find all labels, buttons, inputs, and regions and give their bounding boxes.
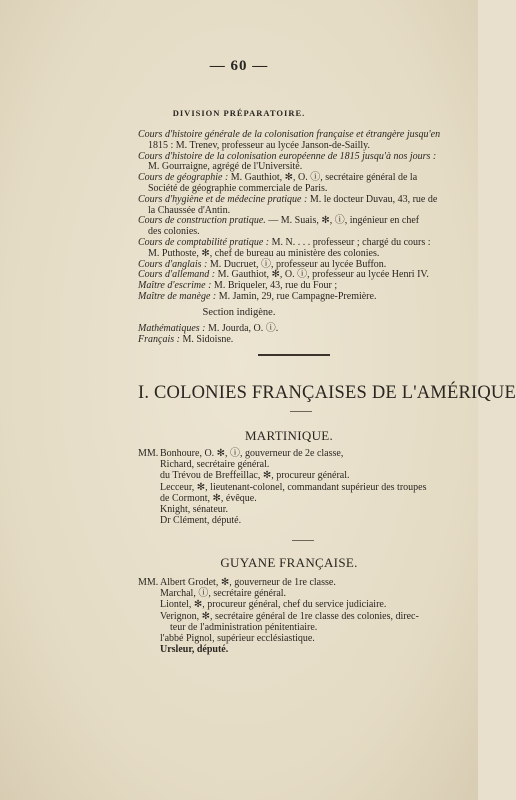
course-entry: Maître de manège : M. Jamin, 29, rue Campagne-Première.: [138, 290, 377, 302]
main-heading: I. COLONIES FRANÇAISES DE L'AMÉRIQUE: [138, 383, 516, 403]
guyane-entry: l'abbé Pignol, supérieur ecclésiastique.: [160, 633, 315, 645]
heading-divider: [290, 411, 312, 412]
martinique-entry: Dr Clément, député.: [160, 515, 242, 527]
guyane-entry: Verignon, ✻, secrétaire général de 1re classe des colonies, direc-: [160, 610, 419, 622]
guyane-list: [138, 577, 478, 655]
indigenous-section-title: Section indigène.: [202, 307, 276, 318]
guyane-entry: MM. Albert Grodet, ✻, gouverneur de 1re classe.: [138, 577, 336, 588]
martinique-entry: Richard, secrétaire général.: [160, 459, 270, 471]
course-entry: M. Gourraigne, agrégé de l'Université.: [148, 161, 303, 173]
martinique-list: [138, 448, 478, 526]
course-entry: Cours de construction pratique. — M. Suais, ✻, ⓘ, ingénieur en chef: [138, 215, 420, 227]
indigenous-entry: Mathématiques : M. Jourda, O. ⓘ.: [138, 323, 279, 334]
martinique-entry: MM. Bonhoure, O. ✻, ⓘ, gouverneur de 2e classe,: [138, 448, 344, 459]
guyane-title: GUYANE FRANÇAISE.: [220, 555, 358, 570]
martinique-entry: de Cormont, ✻, évêque.: [160, 492, 257, 504]
guyane-entry: teur de l'administration pénitentiaire.: [170, 621, 318, 633]
page-number: — 60 —: [209, 58, 269, 74]
martinique-entry: du Trévou de Breffeillac, ✻, procureur général.: [160, 470, 350, 482]
course-entry: des colonies.: [148, 226, 200, 238]
martinique-entry: Lecceur, ✻, lieutenant-colonel, commandant supérieur des troupes: [160, 481, 427, 493]
course-entry: Cours d'histoire générale de la colonisation française et étrangère jusqu'en: [138, 129, 441, 140]
courses-list: [138, 130, 474, 303]
guyane-entry: Marchal, ⓘ, secrétaire général.: [160, 588, 287, 600]
indigenous-entry: Français : M. Sidoisne.: [138, 333, 234, 345]
section-title: DIVISION PRÉPARATOIRE.: [172, 108, 306, 118]
martinique-title: MARTINIQUE.: [244, 428, 334, 443]
course-entry: M. Puthoste, ✻, chef de bureau au ministère des colonies.: [148, 247, 380, 259]
course-entry: 1815 : M. Trenev, professeur au lycée Janson-de-Sailly.: [148, 139, 370, 151]
course-entry: Cours d'allemand : M. Gauthiot, ✻, O. ⓘ, professeur au lycée Henri IV.: [138, 269, 429, 281]
section-divider: [258, 354, 330, 356]
course-entry: Cours de géographie : M. Gauthiot, ✻, O. ⓘ, secrétaire général de la: [138, 172, 418, 184]
course-entry: Cours d'hygiène et de médecine pratique : M. le docteur Duvau, 43, rue de: [138, 193, 438, 205]
guyane-entry: Liontel, ✻, procureur général, chef du service judiciaire.: [160, 599, 387, 611]
course-entry: Cours de comptabilité pratique : M. N. . . . professeur ; chargé du cours :: [138, 236, 431, 248]
guyane-entry: Ursleur, député.: [160, 644, 229, 656]
course-entry: Cours d'anglais : M. Ducruet, ⓘ, professeur au lycée Buffon.: [138, 258, 387, 270]
martinique-divider: [292, 540, 314, 541]
course-entry: la Chaussée d'Antin.: [148, 204, 231, 216]
course-entry: Société de géographie commerciale de Paris.: [148, 182, 328, 194]
martinique-entry: Knight, sénateur.: [160, 504, 229, 516]
course-entry: Maître d'escrime : M. Briqueler, 43, rue du Four ;: [138, 280, 338, 292]
course-entry: Cours d'histoire de la colonisation européenne de 1815 jusqu'à nos jours :: [138, 150, 437, 162]
indigenous-section-list: [138, 324, 474, 346]
